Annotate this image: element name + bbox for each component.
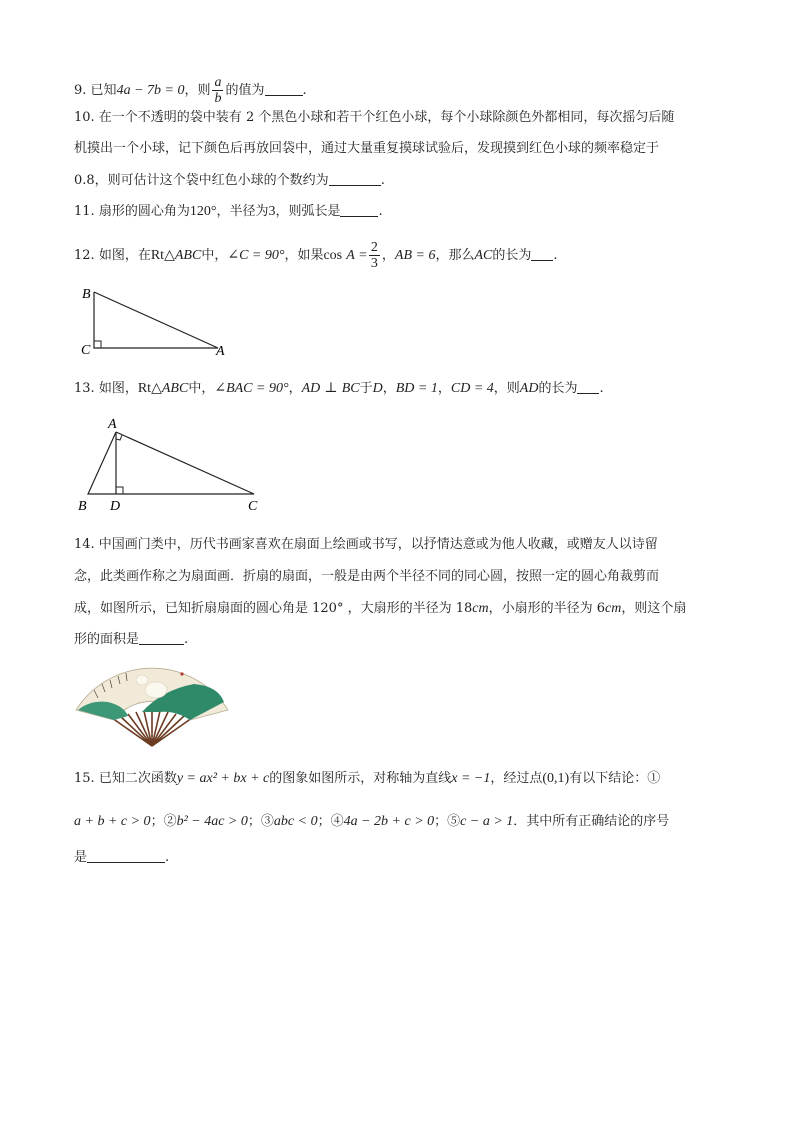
q13-end: . [599,381,604,396]
q15-text: 已知二次函数 [98,771,177,786]
q12-frac-den: 3 [370,256,378,271]
q12-frac-num: 2 [370,240,378,255]
q11-text-3: ，则弧长是 [275,204,341,219]
q15-text-2: 的图象如图所示，对称轴为直线 [269,771,452,786]
q9-frac-den: b [214,91,222,106]
q13-comma-1: ， [288,381,302,396]
q12-ac: AC [474,248,493,263]
q12-angle-symbol: ∠ [227,248,240,263]
q12-rt: Rt [150,248,165,263]
q13-d: D [372,381,383,396]
q14-line-1: 14. 中国画门类中，历代书画家喜欢在扇面上绘画或书写，以抒情达意或为他人收藏，或赠友人以诗留 [74,537,658,552]
q12-right-angle-mark [94,341,101,348]
q13-right-angle-mark-d [116,487,123,494]
q9-end: . [302,83,307,98]
q12-text-3: ，如果 [284,248,324,263]
q15-line-2 [74,813,669,831]
q13-angle-bac: BAC = 90° [226,381,289,396]
question-11 [74,203,383,221]
q13-label-c: C [248,499,258,514]
q9-number: 9. [74,83,87,98]
q12-ab: AB = 6 [394,248,436,263]
q9-text-2: ，则 [184,83,211,98]
q10-line-2: 机摸出一个小球，记下颜色后再放回袋中，通过大量重复摸球试验后，发现摸到红色小球的频率稳定于 [74,141,660,156]
q15-function: y = ax² + bx + c [176,771,270,786]
q12-text: 如图，在 [98,248,151,263]
q15-conclusion-1: a + b + c > 0 [74,814,151,829]
q10-end: . [380,173,385,188]
q15-conclusion-2: b² − 4ac > 0 [176,814,248,829]
q12-fraction [369,240,380,271]
q11-angle: 120° [189,204,217,219]
q13-triangle-figure [72,412,272,516]
fan-lotus-bud [136,675,148,685]
q14-unit-cm-2: cm [605,601,622,616]
q14-unit-cm-1: cm [472,601,489,616]
q13-label-a: A [108,417,117,432]
q15-line-3 [74,849,169,867]
q12-equals: = [358,248,367,263]
q15-conclusion-3: abc < 0 [273,814,318,829]
question-12 [74,240,558,271]
q13-text: 如图， [98,381,138,396]
q13-perp-symbol: ⊥ [324,381,338,396]
q9-text: 已知 [90,83,117,98]
q12-number: 12. [74,248,95,263]
q11-end: . [378,204,383,219]
q9-text-3: 的值为 [225,83,265,98]
q12-triangle-symbol: △ [164,248,175,263]
q10-line-3-text: 0.8，则可估计这个袋中红色小球的个数约为 [74,173,329,188]
q10-answer-blank[interactable] [329,172,381,186]
q15-sep-4: ；⑤ [434,814,461,829]
q13-bc: BC [341,381,360,396]
q13-cd: CD = 4 [450,381,494,396]
q13-text-3: ，则 [493,381,520,396]
q15-sep-1: ；② [150,814,177,829]
q13-text-2: 中， [188,381,215,396]
q15-text-4: 有以下结论：① [569,771,661,786]
q13-angle-symbol: ∠ [214,381,227,396]
q15-point: (0,1) [542,771,570,786]
question-9 [74,75,307,106]
q14-answer-blank[interactable] [139,631,184,645]
q10-line-1: 10. 在一个不透明的袋中装有 2 个黑色小球和若干个红色小球，每个小球除颜色外都相同，每次摇匀后随 [74,110,675,125]
q14-line-3-b: ，小扇形的半径为 6 [488,601,605,616]
q14-line-2: 念，此类画作称之为扇面画．折扇的扇面，一般是由两个半径不同的同心圆，按照一定的圆心角裁剪而 [74,569,660,584]
q12-text-4: ，那么 [435,248,475,263]
q12-label-a: A [216,344,225,359]
q14-line-3 [74,600,686,618]
q14-line-3-a: 成，如图所示，已知折扇扇面的圆心角是 120° ，大扇形的半径为 18 [74,601,473,616]
q13-ad: AD [301,381,321,396]
q14-line-4-text: 形的面积是 [74,632,140,647]
q15-text-3: ，经过点 [490,771,543,786]
q12-cos: cos [323,248,343,263]
q12-text-2: 中， [201,248,228,263]
q12-angle-c: C = 90° [239,248,285,263]
folding-fan-image [72,660,232,752]
q9-answer-blank[interactable] [265,82,303,96]
q13-yu: 于 [359,381,373,396]
q13-right-angle-mark-a [116,435,122,440]
q11-number: 11. [74,204,95,219]
q12-var-a: A [346,248,355,263]
q12-comma: ， [381,248,395,263]
q13-ad-2: AD [519,381,539,396]
q12-label-b: B [82,287,91,302]
q11-radius: 3 [268,204,276,219]
q13-text-4: 的长为 [538,381,578,396]
question-15 [74,770,660,788]
q13-label-d: D [110,499,121,514]
q15-answer-blank[interactable] [87,849,165,863]
q11-answer-blank[interactable] [340,203,378,217]
q14-end: . [184,632,189,647]
q15-conclusion-4: 4a − 2b + c > 0 [343,814,435,829]
q12-label-c: C [81,343,91,358]
q13-triangle-lines [88,432,254,494]
q14-line-3-c: ，则这个扇 [621,601,687,616]
q15-number: 15. [74,771,95,786]
q13-answer-blank[interactable] [577,380,599,394]
q12-abc: ABC [174,248,202,263]
q15-sep-2: ；③ [247,814,274,829]
q9-equation: 4a − 7b = 0 [116,83,185,98]
q11-text-2: ，半径为 [216,204,269,219]
q13-triangle-symbol: △ [151,381,162,396]
q15-sep-3: ；④ [317,814,344,829]
q15-axis: x = −1 [451,771,491,786]
q15-line-3-text: 是 [74,850,88,865]
q12-triangle-figure [72,280,242,360]
q12-text-5: 的长为 [492,248,532,263]
fan-red-seal [180,672,183,675]
q12-triangle-lines [94,292,218,348]
q13-bd: BD = 1 [395,381,438,396]
q13-rt: Rt [137,381,152,396]
q13-comma-2: ， [382,381,396,396]
q13-abc: ABC [161,381,189,396]
q13-comma-3: ， [437,381,451,396]
q10-line-3 [74,172,385,190]
q12-end: . [553,248,558,263]
q13-label-b: B [78,499,87,514]
q9-fraction [212,75,223,106]
q14-line-4 [74,631,188,649]
fan-lotus-flower [145,682,167,698]
q15-end: . [165,850,170,865]
q11-text: 扇形的圆心角为 [98,204,190,219]
q9-frac-num: a [214,75,222,90]
q12-answer-blank[interactable] [531,247,553,261]
q15-conclusion-5: c − a > 1 [460,814,514,829]
q15-text-5: ．其中所有正确结论的序号 [513,814,670,829]
question-13 [74,380,604,398]
q13-number: 13. [74,381,95,396]
